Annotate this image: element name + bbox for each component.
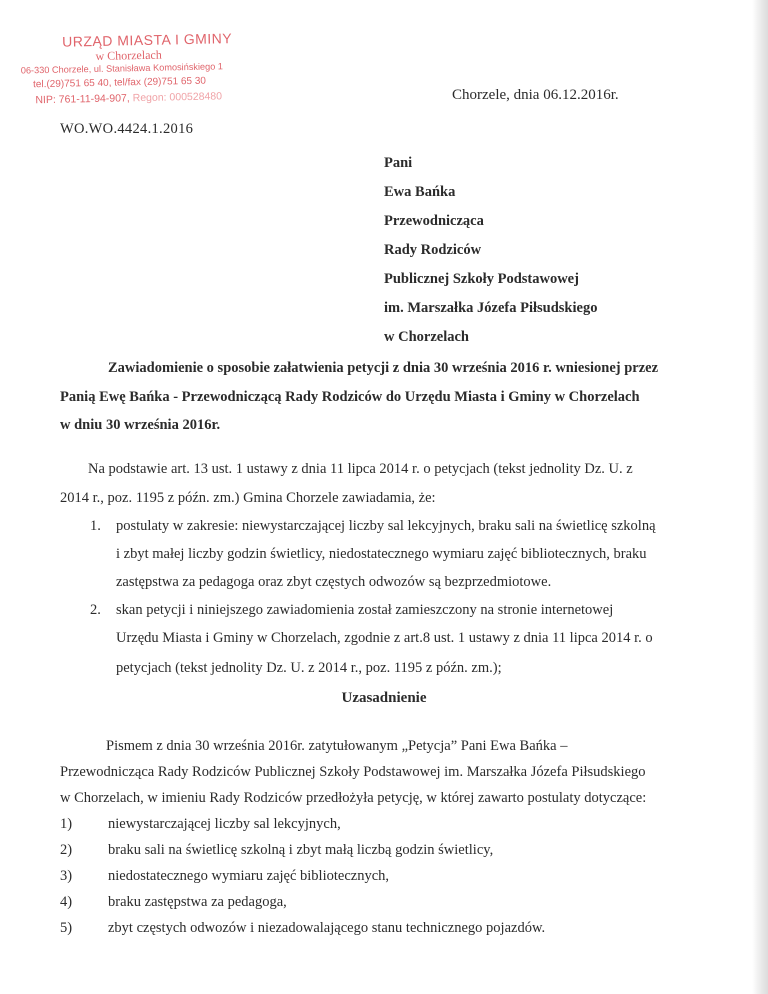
point-line: i zbyt małej liczby godzin świetlicy, niedostatecznego wymiaru zajęć bibliotecznych, braku — [116, 546, 647, 562]
intro-line: Na podstawie art. 13 ust. 1 ustawy z dnia 11 lipca 2014 r. o petycjach (tekst jednolity Dz. U. z — [88, 461, 633, 477]
addressee-line: Rady Rodziców — [384, 242, 482, 258]
stamp-town: w Chorzelach — [95, 47, 162, 63]
addressee-line: im. Marszałka Józefa Piłsudskiego — [384, 300, 598, 316]
office-stamp — [20, 29, 265, 107]
list-item: zbyt częstych odwozów i niezadowalającego stanu technicznego pojazdów. — [108, 920, 546, 936]
intro-line: 2014 r., poz. 1195 z późn. zm.) Gmina Chorzele zawiadamia, że: — [60, 490, 436, 506]
list-number: 5) — [60, 920, 73, 936]
list-number: 1) — [60, 816, 73, 832]
list-item: braku zastępstwa za pedagoga, — [108, 894, 287, 910]
addressee-line: Publicznej Szkoły Podstawowej — [384, 271, 579, 287]
list-item: niewystarczającej liczby sal lekcyjnych, — [108, 816, 341, 832]
point-line: petycjach (tekst jednolity Dz. U. z 2014 r., poz. 1195 z późn. zm.); — [116, 660, 502, 676]
addressee-line: Ewa Bańka — [384, 184, 456, 200]
stamp-regon: Regon: 000528480 — [132, 90, 223, 105]
stamp-phone: tel.(29)751 65 40, tel/fax (29)751 65 30 — [32, 75, 207, 91]
scan-edge-shadow — [752, 0, 768, 994]
letter-date: Chorzele, dnia 06.12.2016r. — [452, 87, 619, 103]
list-item: braku sali na świetlicę szkolną i zbyt małą liczbą godzin świetlicy, — [108, 842, 494, 858]
point-number: 2. — [90, 602, 101, 618]
stamp-office-name: URZĄD MIASTA I GMINY — [62, 30, 233, 50]
reference-number: WO.WO.4424.1.2016 — [60, 121, 194, 137]
addressee-line: w Chorzelach — [384, 329, 469, 345]
justification-line: w Chorzelach, w imieniu Rady Rodziców przedłożyła petycję, w której zawarto postulaty dotyczące: — [60, 790, 647, 806]
list-item: niedostatecznego wymiaru zajęć bibliotecznych, — [108, 868, 390, 884]
point-line: skan petycji i niniejszego zawiadomienia został zamieszczony na stronie internetowej — [116, 602, 614, 618]
justification-line: Pismem z dnia 30 września 2016r. zatytułowanym „Petycja” Pani Ewa Bańka – — [106, 738, 568, 754]
stamp-nip-regon — [35, 90, 222, 106]
title-line: Zawiadomienie o sposobie załatwienia petycji z dnia 30 września 2016 r. wniesionej przez — [108, 360, 659, 376]
point-line: Urzędu Miasta i Gminy w Chorzelach, zgodnie z art.8 ust. 1 ustawy z dnia 11 lipca 2014 r. o — [116, 630, 653, 646]
list-number: 4) — [60, 894, 73, 910]
addressee-line: Pani — [384, 155, 413, 171]
addressee-line: Przewodnicząca — [384, 213, 484, 229]
stamp-nip: NIP: 761-11-94-907, — [35, 92, 130, 107]
point-number: 1. — [90, 518, 101, 534]
title-line: Panią Ewę Bańka - Przewodniczącą Rady Rodziców do Urzędu Miasta i Gminy w Chorzelach — [60, 389, 640, 405]
stamp-address: 06-330 Chorzele, ul. Stanisława Komosińskiego 1 — [20, 61, 224, 76]
list-number: 3) — [60, 868, 73, 884]
justification-heading: Uzasadnienie — [341, 690, 427, 706]
list-number: 2) — [60, 842, 73, 858]
title-line: w dniu 30 września 2016r. — [60, 417, 221, 433]
point-line: postulaty w zakresie: niewystarczającej liczby sal lekcyjnych, braku sali na świetlicę szkolną — [116, 518, 656, 534]
point-line: zastępstwa za pedagoga oraz zbyt częstych odwozów są bezprzedmiotowe. — [116, 574, 552, 590]
justification-line: Przewodnicząca Rady Rodziców Publicznej Szkoły Podstawowej im. Marszałka Józefa Piłsudskiego — [60, 764, 646, 780]
